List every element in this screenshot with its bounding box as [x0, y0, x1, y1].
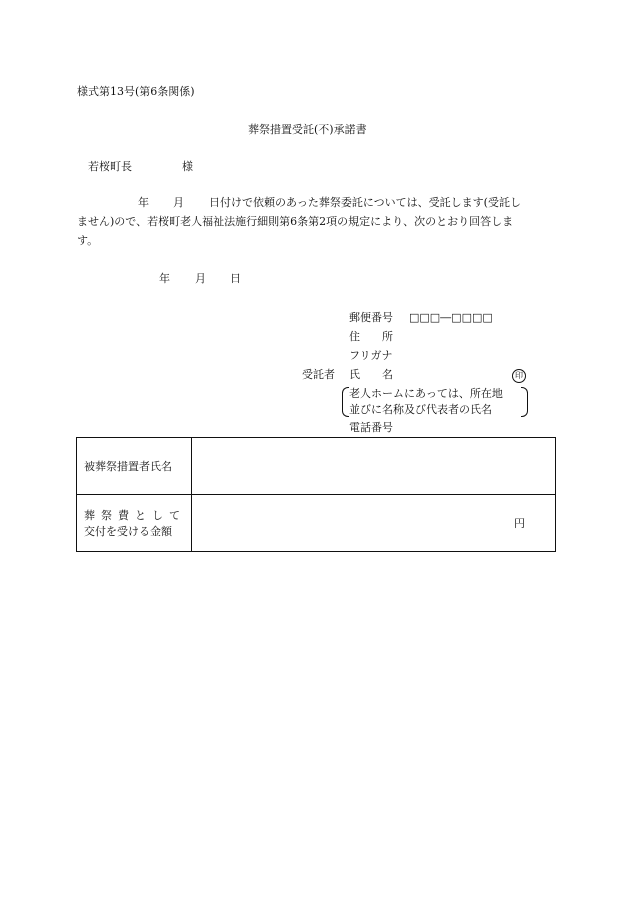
body-text-line2: ません)ので、若桜町老人福祉法施行細則第6条第2項の規定により、次のとおり回答しま [77, 215, 514, 228]
addressee-honorific: 様 [182, 160, 193, 173]
note-bracket-right [521, 387, 528, 417]
deceased-name-label: 被葬祭措置者氏名 [77, 438, 192, 495]
note-line1: 老人ホームにあっては、所在地 [349, 387, 503, 400]
deceased-name-field [192, 438, 556, 495]
addressee-name: 若桜町長 [88, 160, 132, 173]
body-text-line3: す。 [77, 234, 99, 247]
body-month-label: 月 [173, 196, 184, 209]
form-number: 様式第13号(第6条関係) [77, 85, 195, 98]
phone-label: 電話番号 [349, 421, 393, 434]
postal-code-label: 郵便番号 [349, 311, 393, 324]
date-year-label: 年 [159, 272, 170, 285]
postal-code-boxes: □□□―□□□□ [409, 311, 493, 324]
date-month-label: 月 [195, 272, 206, 285]
funeral-amount-label [77, 495, 192, 552]
name-label: 氏 名 [349, 368, 393, 381]
table-row [77, 495, 556, 552]
note-line2: 並びに名称及び代表者の氏名 [349, 403, 492, 416]
funeral-amount-field [192, 495, 556, 552]
yen-unit: 円 [514, 517, 525, 530]
furigana-label: フリガナ [349, 349, 393, 362]
seal-mark: 印 [512, 369, 526, 383]
body-text-line1: 日付けで依頼のあった葬祭委託については、受託します(受託し [209, 196, 521, 209]
address-label: 住 所 [349, 330, 393, 343]
trustee-label: 受託者 [302, 368, 335, 381]
document-title: 葬祭措置受託(不)承諾書 [248, 123, 367, 136]
date-day-label: 日 [230, 272, 241, 285]
body-year-label: 年 [138, 196, 149, 209]
funeral-amount-label-line1: 葬祭費として [84, 509, 186, 522]
info-table [76, 437, 556, 552]
funeral-amount-label-line2: 交付を受ける金額 [84, 525, 172, 538]
table-row [77, 438, 556, 495]
note-bracket-left [342, 387, 349, 417]
